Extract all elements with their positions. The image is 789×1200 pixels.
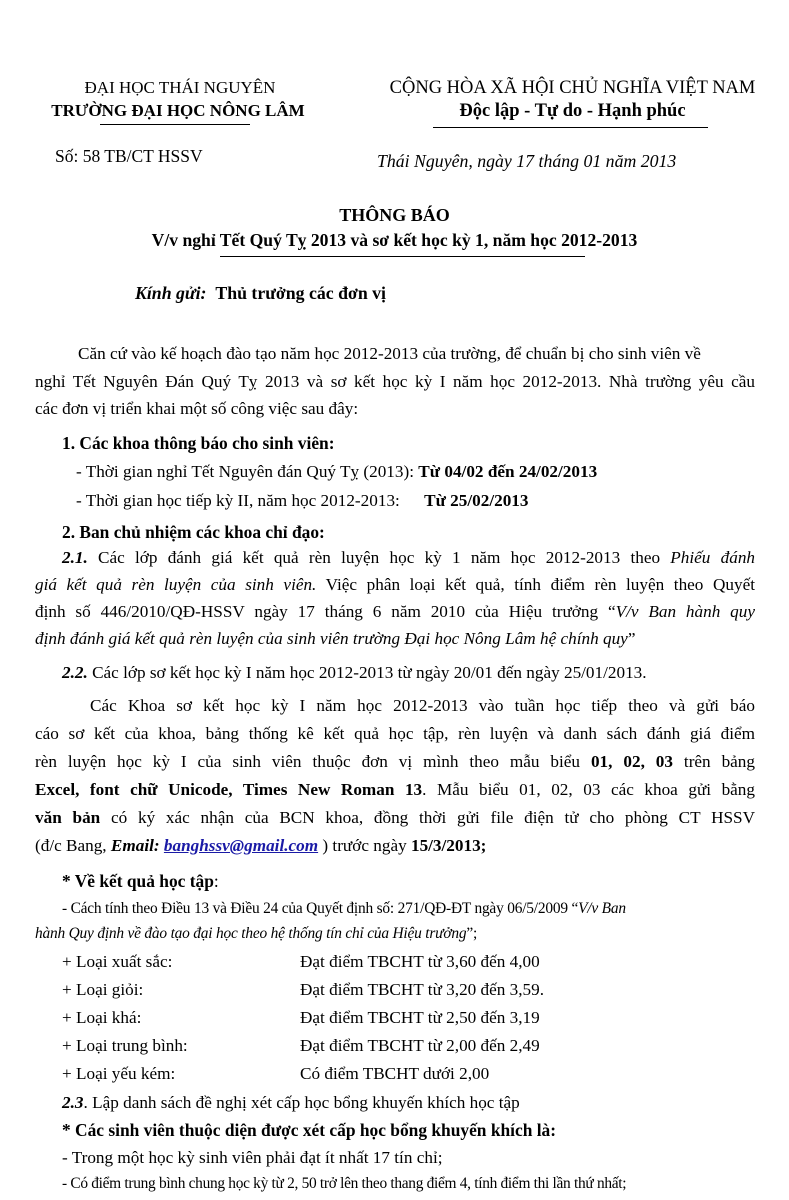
section1-item1: [76, 462, 597, 482]
grade-row: [62, 980, 143, 1000]
p21-text-2: Việc phân loại kết quả, tính điểm rèn luyện theo Quyết: [325, 575, 755, 594]
document-date: Thái Nguyên, ngày 17 tháng 01 năm 2013: [377, 151, 677, 171]
citation-italic-2: hành Quy định về đào tạo đại học theo hệ thống tín chỉ của Hiệu trưởng: [35, 925, 467, 942]
recipient-label: Kính gửi:: [135, 283, 207, 303]
results-heading-text: * Về kết quả học tập: [62, 871, 214, 891]
grade-value: Đạt điểm TBCHT từ 3,60 đến 4,00: [300, 952, 540, 971]
faculty-text-4: . Mẫu biểu 01, 02, 03 các khoa gửi bằng: [422, 780, 755, 799]
intro-line-3: các đơn vị triển khai một số công việc sau đây:: [35, 399, 359, 418]
form-numbers: 01, 02, 03: [590, 752, 673, 771]
citation-end: ”;: [466, 925, 478, 942]
p21-italic-2: giá kết quả rèn luyện của sinh viên.: [35, 575, 317, 594]
citation-line-2: [35, 925, 477, 943]
citation-text: - Cách tính theo Điều 13 và Điều 24 của Quyết định số: 271/QĐ-ĐT ngày 06/5/2009 “: [62, 900, 579, 917]
p22-number: 2.2.: [62, 663, 88, 682]
grade-row: [62, 1008, 141, 1028]
faculty-line-2: cáo sơ kết của khoa, bảng thống kê kết quả học tập, rèn luyện và danh sách đánh giá điểm: [35, 724, 755, 743]
deadline-date: 15/3/2013;: [410, 836, 487, 855]
section23-line: [62, 1093, 520, 1113]
university-name: ĐẠI HỌC THÁI NGUYÊN: [84, 78, 276, 97]
p21-text-1: Các lớp đánh giá kết quả rèn luyện học kỳ 1 năm học 2012-2013 theo: [98, 548, 661, 567]
grade-label: + Loại xuất sắc:: [62, 952, 173, 971]
grade-value: Đạt điểm TBCHT từ 2,50 đến 3,19: [300, 1008, 540, 1027]
section23-number: 2.3: [62, 1093, 84, 1112]
document-subject: V/v nghỉ Tết Quý Tỵ 2013 và sơ kết học kỳ 1, năm học 2012-2013: [151, 230, 638, 250]
results-heading: [62, 871, 219, 892]
intro-line-1: Căn cứ vào kế hoạch đào tạo năm học 2012-2013 của trường, để chuẩn bị cho sinh viên về: [78, 344, 701, 363]
p22-text: Các lớp sơ kết học kỳ I năm học 2012-2013 từ ngày 20/01 đến ngày 25/01/2013.: [92, 663, 647, 682]
email-label: Email:: [110, 836, 160, 855]
section1-item2: [76, 491, 529, 511]
faculty-line-5: [35, 808, 755, 828]
grade-label: + Loại giỏi:: [62, 980, 144, 999]
faculty-line-4: [35, 780, 755, 800]
subject-underline: [220, 256, 585, 257]
grade-row: [62, 952, 172, 972]
school-underline: [100, 124, 250, 125]
document-number: Số: 58 TB/CT HSSV: [55, 146, 203, 166]
p21-text-3: định số 446/2010/QĐ-HSSV ngày 17 tháng 6 năm 2010 của Hiệu trưởng “: [35, 602, 616, 621]
grade-label: + Loại khá:: [62, 1008, 142, 1027]
scholarship-heading: * Các sinh viên thuộc diện được xét cấp học bổng khuyến khích là:: [62, 1120, 557, 1140]
email-link[interactable]: banghssv@gmail.com: [163, 836, 319, 855]
grade-row: [62, 1064, 175, 1084]
section1-heading: 1. Các khoa thông báo cho sinh viên:: [62, 433, 335, 453]
grade-label: + Loại yếu kém:: [62, 1064, 176, 1083]
p21-line-2: [35, 575, 755, 595]
deadline-text: ) trước ngày: [322, 836, 407, 855]
faculty-text-5: có ký xác nhận của BCN khoa, đồng thời gửi file điện tử cho phòng CT HSSV: [111, 808, 756, 827]
resume-label: - Thời gian học tiếp kỳ II, năm học 2012-2013:: [76, 491, 400, 510]
section23-text: . Lập danh sách đề nghị xét cấp học bổng khuyến khích học tập: [83, 1093, 520, 1112]
citation-italic-1: V/v Ban: [578, 900, 626, 917]
grade-value: Có điểm TBCHT dưới 2,00: [300, 1064, 490, 1083]
faculty-line-3: [35, 752, 755, 772]
grade-value: Đạt điểm TBCHT từ 2,00 đến 2,49: [300, 1036, 540, 1055]
p22-line: [62, 663, 647, 683]
criteria-2: - Có điểm trung bình chung học kỳ từ 2, 50 trở lên theo thang điểm 4, tính điểm thi lần thứ nhất;: [62, 1175, 627, 1192]
p21-line-1: [62, 548, 755, 568]
recipient-value: Thủ trưởng các đơn vị: [215, 283, 386, 303]
p21-italic-4: định đánh giá kết quả rèn luyện của sinh viên trường Đại học Nông Lâm hệ chính quy: [35, 629, 628, 648]
faculty-text-3-end: trên bảng: [683, 752, 755, 771]
resume-date: Từ 25/02/2013: [424, 491, 529, 510]
document-form: văn bản: [35, 808, 101, 827]
grade-label: + Loại trung bình:: [62, 1036, 188, 1055]
faculty-line-1: Các Khoa sơ kết học kỳ I năm học 2012-2013 vào tuần học tiếp theo và gửi báo: [90, 696, 755, 715]
grade-row: [62, 1036, 188, 1056]
holiday-period: Từ 04/02 đến 24/02/2013: [418, 462, 598, 481]
intro-line-2: nghỉ Tết Nguyên Đán Quý Tỵ 2013 và sơ kết học kỳ I năm học 2012-2013. Nhà trường yêu cầu: [35, 372, 755, 391]
format-spec: Excel, font chữ Unicode, Times New Roman 13: [35, 780, 423, 799]
school-name: TRƯỜNG ĐẠI HỌC NÔNG LÂM: [51, 101, 305, 120]
p21-number: 2.1.: [62, 548, 88, 567]
country-name: CỘNG HÒA XÃ HỘI CHỦ NGHĨA VIỆT NAM: [389, 78, 756, 98]
faculty-text-3: rèn luyện học kỳ I của sinh viên thuộc đơn vị mình theo mẫu biểu: [35, 752, 581, 771]
document-title: THÔNG BÁO: [339, 205, 450, 225]
faculty-line-6: [35, 836, 486, 856]
p21-italic-3: V/v Ban hành quy: [615, 602, 755, 621]
contact-name: (đ/c Bang,: [35, 836, 107, 855]
grade-value: Đạt điểm TBCHT từ 3,20 đến 3,59.: [300, 980, 545, 999]
section2-heading: 2. Ban chủ nhiệm các khoa chỉ đạo:: [62, 522, 325, 542]
p21-line-3: [35, 602, 755, 622]
criteria-1: - Trong một học kỳ sinh viên phải đạt ít nhất 17 tín chỉ;: [62, 1148, 443, 1167]
p21-italic-1: Phiếu đánh: [670, 548, 756, 567]
holiday-label: - Thời gian nghỉ Tết Nguyên đán Quý Tỵ (2013):: [76, 462, 414, 481]
p21-end: ”: [627, 629, 636, 648]
citation-line-1: [62, 900, 626, 918]
motto-underline: [433, 127, 708, 128]
recipient-line: [135, 283, 386, 304]
results-heading-colon: :: [213, 871, 219, 891]
national-motto: Độc lập - Tự do - Hạnh phúc: [459, 101, 686, 121]
p21-line-4: [35, 629, 635, 649]
